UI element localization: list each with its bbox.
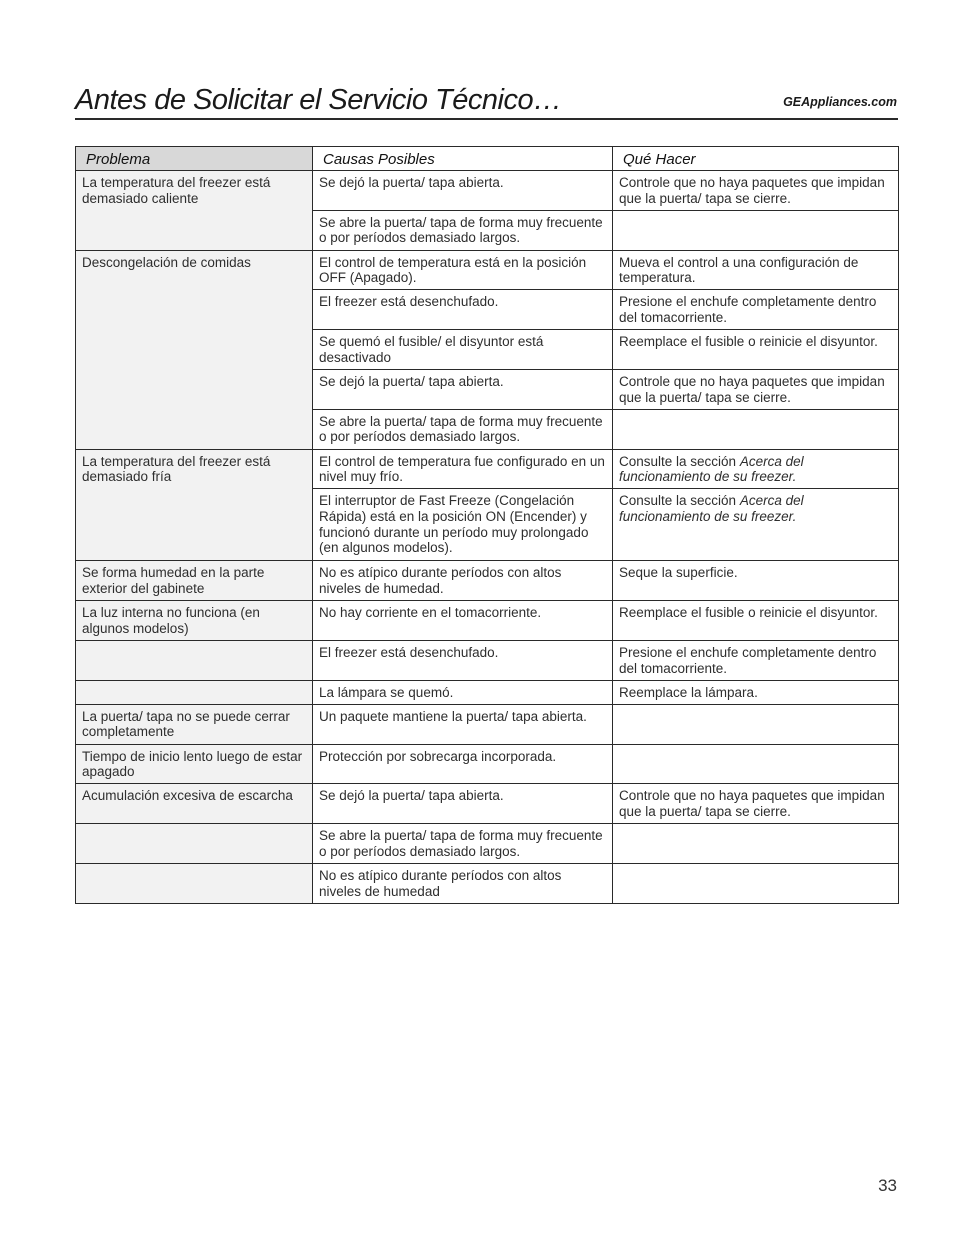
cause-cell: Se dejó la puerta/ tapa abierta.: [313, 369, 613, 409]
cause-cell: El control de temperatura fue configurado en un nivel muy frío.: [313, 449, 613, 489]
table-row: [76, 863, 899, 903]
problem-cell: La puerta/ tapa no se puede cerrar completamente: [76, 704, 313, 744]
action-prefix: Consulte la sección: [619, 493, 740, 509]
action-cell: [613, 449, 899, 489]
action-cell: Mueva el control a una configuración de temperatura.: [613, 250, 899, 290]
cause-cell: Se dejó la puerta/ tapa abierta.: [313, 171, 613, 211]
cause-cell: Se dejó la puerta/ tapa abierta.: [313, 784, 613, 824]
table-row: [76, 449, 899, 489]
action-cell: [613, 863, 899, 903]
cause-cell: No es atípico durante períodos con altos niveles de humedad.: [313, 561, 613, 601]
problem-cell: [76, 824, 313, 864]
cause-cell: Protección por sobrecarga incorporada.: [313, 744, 613, 784]
cause-cell: No hay corriente en el tomacorriente.: [313, 601, 613, 641]
action-cell: Presione el enchufe completamente dentro del tomacorriente.: [613, 640, 899, 680]
problem-cell: Descongelación de comidas: [76, 250, 313, 449]
header-problem: Problema: [76, 147, 313, 171]
action-cell: Reemplace el fusible o reinicie el disyuntor.: [613, 601, 899, 641]
action-reference: Acerca del funcionamiento de su freezer.: [619, 453, 804, 485]
table-row: [76, 680, 899, 704]
problem-cell: Tiempo de inicio lento luego de estar apagado: [76, 744, 313, 784]
table-row: [76, 250, 899, 290]
action-cell: Controle que no haya paquetes que impidan que la puerta/ tapa se cierre.: [613, 369, 899, 409]
troubleshooting-table: [75, 146, 899, 904]
action-cell: [613, 489, 899, 561]
header-causes: Causas Posibles: [313, 147, 613, 171]
action-cell: Controle que no haya paquetes que impidan que la puerta/ tapa se cierre.: [613, 784, 899, 824]
action-cell: [613, 210, 899, 250]
problem-cell: Se forma humedad en la parte exterior del gabinete: [76, 561, 313, 601]
table-header-row: [76, 147, 899, 171]
problem-cell: [76, 680, 313, 704]
table-row: [76, 640, 899, 680]
action-cell: Presione el enchufe completamente dentro del tomacorriente.: [613, 290, 899, 330]
table-row: [76, 744, 899, 784]
cause-cell: El freezer está desenchufado.: [313, 640, 613, 680]
website-url: GEAppliances.com: [783, 95, 897, 109]
problem-cell: La luz interna no funciona (en algunos modelos): [76, 601, 313, 641]
table-row: [76, 601, 899, 641]
problem-cell: La temperatura del freezer está demasiado caliente: [76, 171, 313, 251]
cause-cell: Se abre la puerta/ tapa de forma muy frecuente o por períodos demasiado largos.: [313, 824, 613, 864]
action-cell: [613, 409, 899, 449]
table-row: [76, 824, 899, 864]
cause-cell: El control de temperatura está en la posición OFF (Apagado).: [313, 250, 613, 290]
action-cell: Seque la superficie.: [613, 561, 899, 601]
cause-cell: Se abre la puerta/ tapa de forma muy frecuente o por períodos demasiado largos.: [313, 409, 613, 449]
cause-cell: Un paquete mantiene la puerta/ tapa abierta.: [313, 704, 613, 744]
page-title: Antes de Solicitar el Servicio Técnico…: [75, 84, 562, 116]
table-row: [76, 561, 899, 601]
cause-cell: La lámpara se quemó.: [313, 680, 613, 704]
cause-cell: Se quemó el fusible/ el disyuntor está desactivado: [313, 330, 613, 370]
page-number: 33: [878, 1176, 897, 1195]
action-cell: Controle que no haya paquetes que impidan que la puerta/ tapa se cierre.: [613, 171, 899, 211]
action-prefix: Consulte la sección: [619, 453, 740, 469]
header-rule: [75, 118, 898, 120]
table-row: [76, 784, 899, 824]
cause-cell: El freezer está desenchufado.: [313, 290, 613, 330]
cause-cell: Se abre la puerta/ tapa de forma muy frecuente o por períodos demasiado largos.: [313, 210, 613, 250]
problem-cell: Acumulación excesiva de escarcha: [76, 784, 313, 824]
action-cell: [613, 744, 899, 784]
header-action: Qué Hacer: [613, 147, 899, 171]
table-row: [76, 704, 899, 744]
problem-cell: [76, 640, 313, 680]
cause-cell: No es atípico durante períodos con altos niveles de humedad: [313, 863, 613, 903]
problem-cell: [76, 863, 313, 903]
table-row: [76, 171, 899, 211]
problem-cell: La temperatura del freezer está demasiado fría: [76, 449, 313, 561]
action-reference: Acerca del funcionamiento de su freezer.: [619, 493, 804, 524]
cause-cell: El interruptor de Fast Freeze (Congelación Rápida) está en la posición ON (Encender) y funcionó durante un período muy prolongado (en algunos modelos).: [313, 489, 613, 561]
action-cell: [613, 704, 899, 744]
action-cell: Reemplace la lámpara.: [613, 680, 899, 704]
action-cell: Reemplace el fusible o reinicie el disyuntor.: [613, 330, 899, 370]
action-cell: [613, 824, 899, 864]
